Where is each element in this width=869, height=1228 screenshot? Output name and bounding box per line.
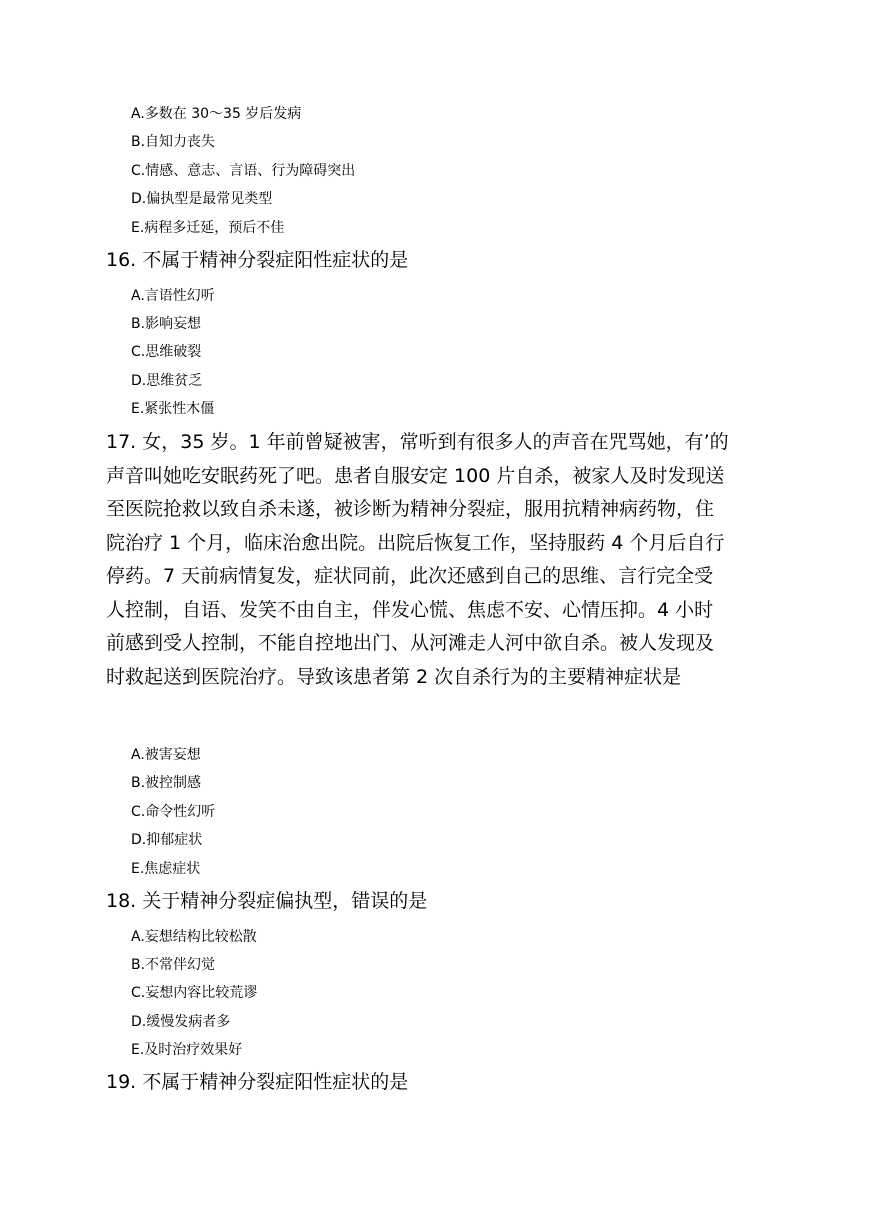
q17-stem-line: 前感到受人控制，不能自控地出门、从河滩走人河中欲自杀。被人发现及 xyxy=(106,632,715,654)
q15-option-d: D.偏执型是最常见类型 xyxy=(131,191,273,207)
q17-stem-line: 声音叫她吃安眠药死了吧。患者自服安定 100 片自杀，被家人及时发现送 xyxy=(106,464,725,487)
q18-option-e: E.及时治疗效果好 xyxy=(131,1042,243,1058)
q17-stem-line: 时救起送到医院治疗。导致该患者第 2 次自杀行为的主要精神症状是 xyxy=(106,665,682,688)
q15-option-b: B.自知力丧失 xyxy=(131,134,216,150)
q16-option-d: D.思维贫乏 xyxy=(131,373,203,389)
q18-option-c: C.妄想内容比较荒谬 xyxy=(131,985,258,1001)
q17-option-a: A.被害妄想 xyxy=(131,747,201,763)
q19-stem: 19. 不属于精神分裂症阳性症状的是 xyxy=(106,1071,409,1093)
q16-stem: 16. 不属于精神分裂症阳性症状的是 xyxy=(106,249,409,271)
q15-option-e: E.病程多迁延，预后不佳 xyxy=(131,220,285,236)
q18-option-a: A.妄想结构比较松散 xyxy=(131,929,257,945)
q16-option-a: A.言语性幻听 xyxy=(131,288,215,304)
q17-option-b: B.被控制感 xyxy=(131,775,202,791)
q17-stem-line: 院治疗 1 个月，临床治愈出院。出院后恢复工作，坚持服药 4 个月后自行 xyxy=(106,531,725,554)
q17-option-e: E.焦虑症状 xyxy=(131,861,201,877)
q17-stem-line: 人控制，自语、发笑不由自主，伴发心慌、焦虑不安、心情压抑。4 小时 xyxy=(106,598,714,621)
q17-stem-line: 17. 女，35 岁。1 年前曾疑被害，常听到有很多人的声音在咒骂她，有’的 xyxy=(106,431,729,453)
q18-option-d: D.缓慢发病者多 xyxy=(131,1014,231,1030)
q15-option-a: A.多数在 30～35 岁后发病 xyxy=(131,106,302,122)
q16-option-e: E.紧张性木僵 xyxy=(131,401,215,417)
q17-stem xyxy=(106,426,766,694)
q17-option-c: C.命令性幻听 xyxy=(131,804,216,820)
q15-option-c: C.情感、意志、言语、行为障碍突出 xyxy=(131,163,356,179)
q18-option-b: B.不常伴幻觉 xyxy=(131,957,216,973)
q18-stem: 18. 关于精神分裂症偏执型，错误的是 xyxy=(106,890,428,912)
q16-option-b: B.影响妄想 xyxy=(131,316,202,332)
q17-stem-line: 停药。7 天前病情复发，症状同前，此次还感到自己的思维、言行完全受 xyxy=(106,565,714,587)
q16-option-c: C.思维破裂 xyxy=(131,344,202,360)
q17-stem-line: 至医院抢救以致自杀未遂，被诊断为精神分裂症，服用抗精神病药物，住 xyxy=(106,498,715,520)
q17-option-d: D.抑郁症状 xyxy=(131,832,203,848)
